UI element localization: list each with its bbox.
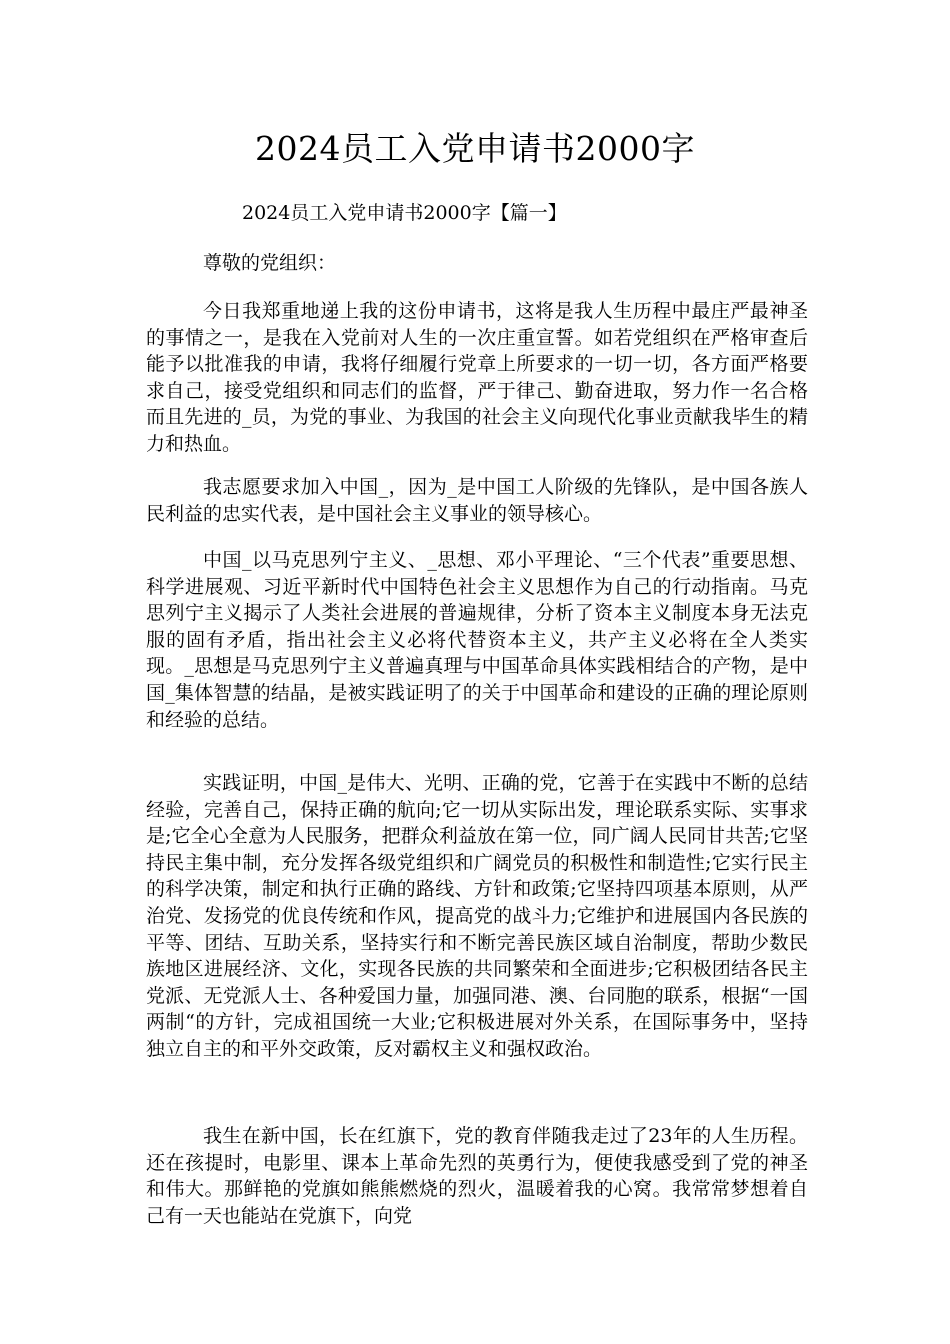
section-subtitle: 2024员工入党申请书2000字【篇一】: [242, 202, 567, 224]
body-paragraph: 中国_以马克思列宁主义、_思想、邓小平理论、“三个代表”重要思想、科学进展观、习近平新时代中国特色社会主义思想作为自己的行动指南。马克思列宁主义揭示了人类社会进展的普遍规律，分析了资本主义制度本身无法克服的固有矛盾，指出社会主义必将代替资本主义，共产主义必将在全人类实现。_思想是马克思列宁主义普遍真理与中国革命具体实践相结合的产物，是中国_集体智慧的结晶，是被实践证明了的关于中国革命和建设的正确的理论原则和经验的总结。: [146, 549, 808, 731]
salutation: 尊敬的党组织：: [203, 252, 337, 274]
body-paragraph: 我生在新中国，长在红旗下，党的教育伴随我走过了23年的人生历程。还在孩提时，电影里、课本上革命先烈的英勇行为，便使我感受到了党的神圣和伟大。那鲜艳的党旗如熊熊燃烧的烈火，温暖着我的心窝。我常常梦想着自己有一天也能站在党旗下，向党: [146, 1125, 808, 1227]
document-title: 2024员工入党申请书2000字: [255, 129, 695, 168]
body-paragraph: 我志愿要求加入中国_，因为_是中国工人阶级的先锋队，是中国各族人民利益的忠实代表，是中国社会主义事业的领导核心。: [146, 476, 808, 525]
body-paragraph: 今日我郑重地递上我的这份申请书，这将是我人生历程中最庄严最神圣的事情之一，是我在入党前对人生的一次庄重宣誓。如若党组织在严格审查后能予以批准我的申请，我将仔细履行党章上所要求的一切一切，各方面严格要求自己，接受党组织和同志们的监督，严于律己、勤奋进取，努力作一名合格而且先进的_员，为党的事业、为我国的社会主义向现代化事业贡献我毕生的精力和热血。: [146, 300, 808, 455]
body-paragraph: 实践证明，中国_是伟大、光明、正确的党，它善于在实践中不断的总结经验，完善自己，保持正确的航向;它一切从实际出发，理论联系实际、实事求是;它全心全意为人民服务，把群众利益放在第一位，同广阔人民同甘共苦;它坚持民主集中制，充分发挥各级党组织和广阔党员的积极性和制造性;它实行民主的科学决策，制定和执行正确的路线、方针和政策;它坚持四项基本原则，从严治党、发扬党的优良传统和作风，提高党的战斗力;它维护和进展国内各民族的平等、团结、互助关系，坚持实行和不断完善民族区域自治制度，帮助少数民族地区进展经济、文化，实现各民族的共同繁荣和全面进步;它积极团结各民主党派、无党派人士、各种爱国力量，加强同港、澳、台同胞的联系，根据“一国两制“的方针，完成祖国统一大业;它积极进展对外关系，在国际事务中，坚持独立自主的和平外交政策，反对霸权主义和强权政治。: [146, 772, 808, 1060]
